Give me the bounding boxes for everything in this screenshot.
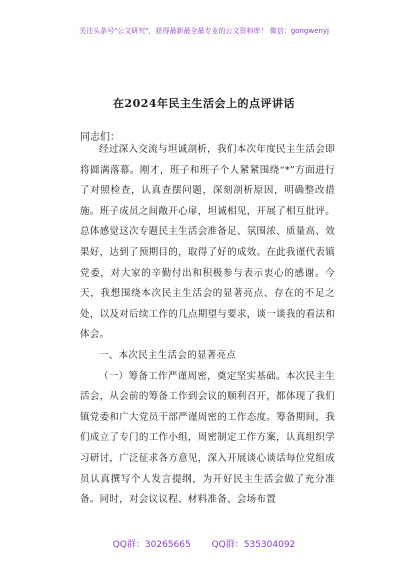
paragraph-intro: 经过深入交流与坦诚剖析，我们本次年度民主生活会即将圆满落幕。刚才，班子和班子个人紧紧围绕“*”方面进行了对照检查，认真查摆问题，深刻剖析原因，明确整改措施。班子成员之间敞开心扉，坦诚相见，开展了相互批评。总体感觉这次专题民主生活会准备足、氛围浓、质量高、效果好，达到了预期目的，取得了好的成效。在此我谨代表镇党委，对大家的辛勤付出和积极参与表示衷心的感谢。今天，我想围绕本次民主生活会的显著亮点、存在的不足之处，以及对后续工作的几点期望与要求，谈一谈我的看法和体会。 (80, 144, 335, 341)
paragraph-section-1: （一）筹备工作严谨周密，奠定坚实基础。本次民主生活会，从会前的筹备工作到会议的顺利召开，都体现了我们镇党委和广大党员干部严谨周密的工作态度。筹备期间，我们成立了专门的工作小组，周密制定工作方案，认真组织学习研讨，广泛征求各方意见，深入开展谈心谈话每位党组成员认真撰写个人发言提纲，为开好民主生活会做了充分准备。同时，对会议议程、材料准备、会场布置 (80, 370, 335, 506)
section-heading: 一、本次民主生活会的显著亮点 (99, 349, 237, 361)
footer-qq-group-1: QQ群：30265665 (112, 540, 191, 550)
document-title: 在2024年民主生活会上的点评讲话 (112, 97, 296, 110)
footer-qq-group-2: QQ群：535304092 (211, 540, 296, 550)
salutation: 同志们： (80, 132, 120, 143)
document-body (80, 140, 335, 511)
footer-contacts (0, 537, 408, 550)
header-note: 关注头条号"公文研究"，获得最新最全最专业的公文资料库！ 微信：gongwenyj (79, 27, 329, 35)
